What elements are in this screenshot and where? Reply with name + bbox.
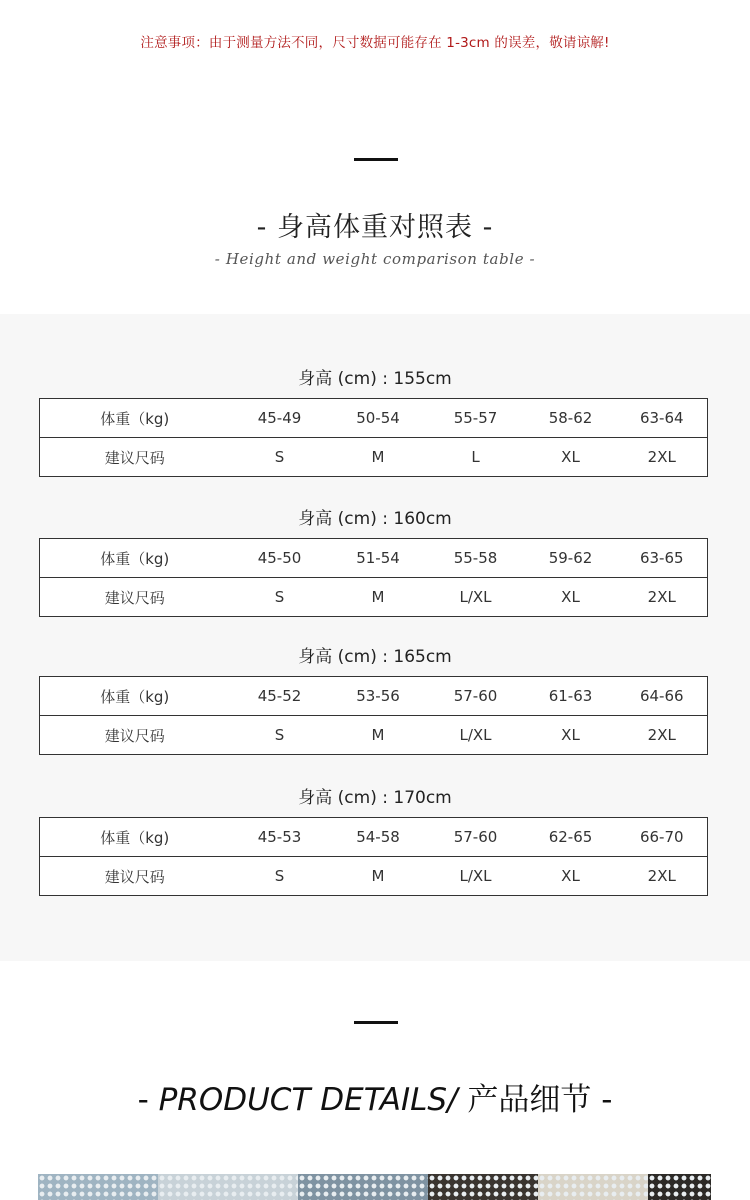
weight-cell: 45-52	[230, 677, 330, 716]
size-cell: XL	[525, 578, 617, 617]
size-cell: XL	[525, 716, 617, 755]
table-row	[40, 677, 708, 716]
size-cell: M	[330, 716, 427, 755]
weight-cell: 59-62	[525, 539, 617, 578]
knit-texture	[38, 1174, 158, 1200]
height-160-title: 身高 (cm) : 160cm	[298, 509, 452, 529]
table-row	[40, 818, 708, 857]
size-cell: 2XL	[617, 438, 708, 477]
size-cell: XL	[525, 857, 617, 896]
product-details-title-cn: 产品细节 -	[457, 1082, 613, 1118]
size-cell: 2XL	[617, 578, 708, 617]
size-chart-title: - 身高体重对照表 -	[256, 212, 494, 243]
weight-cell: 66-70	[617, 818, 708, 857]
size-label: 建议尺码	[40, 716, 230, 755]
size-chart-subtitle: - Height and weight comparison table -	[214, 250, 536, 268]
size-label: 建议尺码	[40, 857, 230, 896]
size-table-160	[39, 538, 708, 617]
table-row	[40, 857, 708, 896]
knit-texture	[158, 1174, 298, 1200]
section-divider-bar	[354, 158, 398, 161]
weight-label: 体重（kg)	[40, 539, 230, 578]
size-cell: L/XL	[427, 578, 525, 617]
weight-cell: 53-56	[330, 677, 427, 716]
size-cell: S	[230, 578, 330, 617]
size-cell: S	[230, 857, 330, 896]
height-155-title: 身高 (cm) : 155cm	[298, 369, 452, 389]
size-cell: 2XL	[617, 716, 708, 755]
table-row	[40, 539, 708, 578]
knit-texture	[538, 1174, 648, 1200]
product-details-title	[0, 1074, 750, 1119]
size-cell: XL	[525, 438, 617, 477]
size-cell: S	[230, 438, 330, 477]
size-cell: L	[427, 438, 525, 477]
table-row	[40, 438, 708, 477]
weight-cell: 62-65	[525, 818, 617, 857]
size-table-155	[39, 398, 708, 477]
size-table-170	[39, 817, 708, 896]
weight-cell: 61-63	[525, 677, 617, 716]
weight-cell: 55-57	[427, 399, 525, 438]
measurement-notice: 注意事项：由于测量方法不同，尺寸数据可能存在 1-3cm 的误差，敬请谅解!	[140, 35, 610, 51]
product-details-title-en: PRODUCT DETAILS/	[158, 1082, 458, 1118]
knit-texture	[428, 1174, 538, 1200]
weight-cell: 50-54	[330, 399, 427, 438]
size-cell: 2XL	[617, 857, 708, 896]
weight-cell: 58-62	[525, 399, 617, 438]
weight-cell: 55-58	[427, 539, 525, 578]
weight-cell: 63-64	[617, 399, 708, 438]
knit-texture	[648, 1174, 711, 1200]
weight-cell: 63-65	[617, 539, 708, 578]
size-cell: S	[230, 716, 330, 755]
weight-cell: 45-50	[230, 539, 330, 578]
weight-label: 体重（kg)	[40, 818, 230, 857]
size-table-165	[39, 676, 708, 755]
knit-texture	[298, 1174, 428, 1200]
weight-cell: 64-66	[617, 677, 708, 716]
size-cell: M	[330, 578, 427, 617]
weight-label: 体重（kg)	[40, 677, 230, 716]
size-cell: L/XL	[427, 857, 525, 896]
table-row	[40, 716, 708, 755]
size-cell: M	[330, 857, 427, 896]
size-label: 建议尺码	[40, 578, 230, 617]
product-details-prefix: -	[137, 1082, 159, 1118]
weight-cell: 57-60	[427, 818, 525, 857]
section-divider-bar	[354, 1021, 398, 1024]
weight-cell: 51-54	[330, 539, 427, 578]
size-cell: M	[330, 438, 427, 477]
weight-cell: 45-53	[230, 818, 330, 857]
height-165-title: 身高 (cm) : 165cm	[298, 647, 452, 667]
table-row	[40, 578, 708, 617]
table-row	[40, 399, 708, 438]
weight-cell: 57-60	[427, 677, 525, 716]
weight-cell: 54-58	[330, 818, 427, 857]
size-cell: L/XL	[427, 716, 525, 755]
weight-label: 体重（kg)	[40, 399, 230, 438]
product-detail-photo	[38, 1174, 711, 1200]
weight-cell: 45-49	[230, 399, 330, 438]
height-170-title: 身高 (cm) : 170cm	[298, 788, 452, 808]
size-label: 建议尺码	[40, 438, 230, 477]
